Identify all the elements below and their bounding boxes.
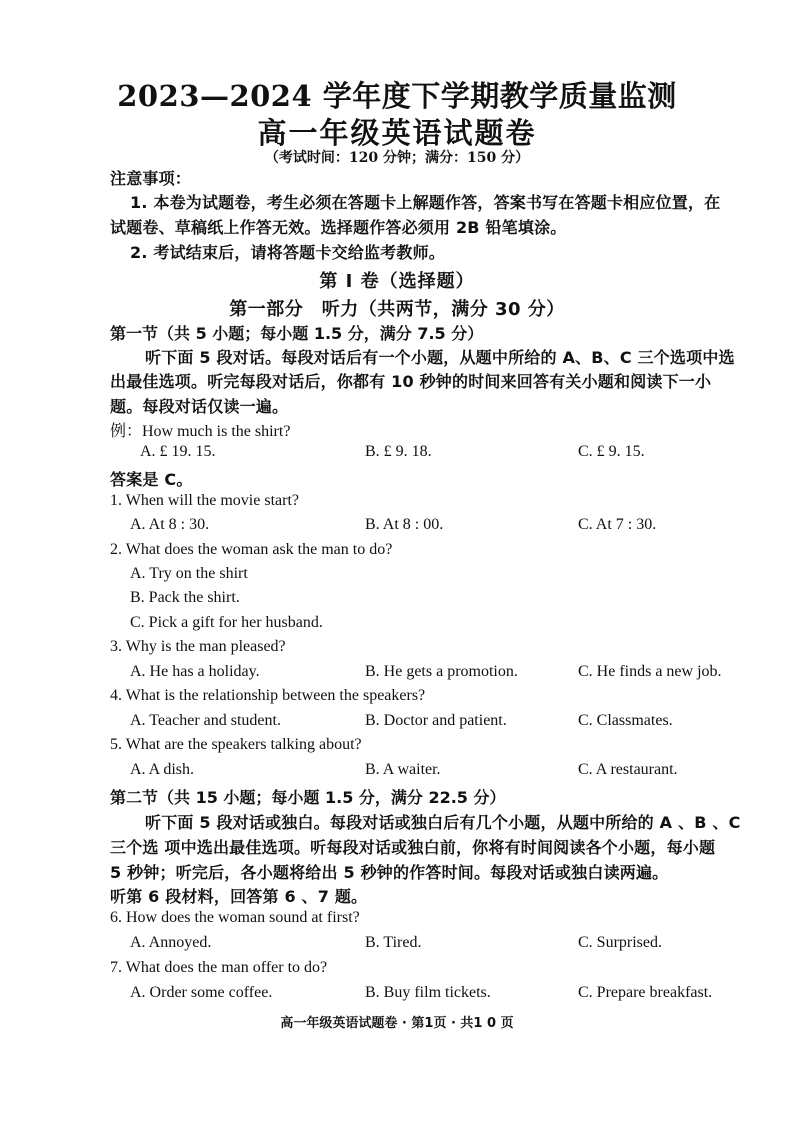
q7-option-c: C. Prepare breakfast. [578,984,713,1001]
q3-option-c: C. He finds a new job. [578,663,722,680]
q5-option-c: C. A restaurant. [578,761,678,778]
q5-option-a: A. A dish. [130,761,195,778]
volume-heading: 第 Ⅰ 卷（选择题） [319,271,475,292]
section1-instruction-1: 听下面 5 段对话。每段对话后有一个小题，从题中所给的 A、B、C 三个选项中选 [145,348,735,367]
notice-heading: 注意事项： [110,169,192,188]
section1-instruction-3: 题。每段对话仅读一遍。 [110,397,289,416]
q6-option-b: B. Tired. [365,934,422,951]
q1-option-b: B. At 8 : 00. [365,516,444,533]
section2-instruction-2: 三个选 项中选出最佳选项。听每段对话或独白前，你将有时间阅读各个小题，每小题 [110,838,716,857]
q6-option-c: C. Surprised. [578,934,662,951]
section1-heading: 第一节（共 5 小题；每小题 1.5 分，满分 7.5 分） [110,324,484,343]
notice-line-2: 试题卷、草稿纸上作答无效。选择题作答必须用 2B 铅笔填涂。 [110,218,567,237]
q7-option-b: B. Buy film tickets. [365,984,491,1001]
part-heading: 第一部分 听力（共两节，满分 30 分） [229,299,565,320]
question-2: 2. What does the woman ask the man to do? [110,541,393,558]
question-5: 5. What are the speakers talking about? [110,736,362,753]
q3-option-a: A. He has a holiday. [130,663,260,680]
section2-instruction-1: 听下面 5 段对话或独白。每段对话或独白后有几个小题，从题中所给的 A 、B 、C [145,813,741,832]
q2-option-b: B. Pack the shirt. [130,589,240,606]
q2-option-a: A. Try on the shirt [130,565,248,582]
exam-title-line2: 高一年级英语试题卷 [257,116,537,150]
q1-option-a: A. At 8 : 30. [130,516,210,533]
section2-instruction-3: 5 秒钟；听完后，各小题将给出 5 秒钟的作答时间。每段对话或独白读两遍。 [110,863,669,882]
q1-option-c: C. At 7 : 30. [578,516,657,533]
q6-option-a: A. Annoyed. [130,934,212,951]
exam-time-and-score: （考试时间：120 分钟；满分：150 分） [264,150,530,166]
q4-option-b: B. Doctor and patient. [365,712,507,729]
q4-option-c: C. Classmates. [578,712,673,729]
question-6: 6. How does the woman sound at first? [110,909,360,926]
question-3: 3. Why is the man pleased? [110,638,286,655]
example-option-c: C. £ 9. 15. [578,443,645,460]
notice-line-3: 2. 考试结束后，请将答题卡交给监考教师。 [130,243,445,262]
section2-heading: 第二节（共 15 小题；每小题 1.5 分，满分 22.5 分） [110,788,506,807]
q3-option-b: B. He gets a promotion. [365,663,518,680]
exam-title-line1: 2023—2024 学年度下学期教学质量监测 [117,79,677,113]
question-4: 4. What is the relationship between the speakers? [110,687,426,704]
q2-option-c: C. Pick a gift for her husband. [130,614,323,631]
section1-instruction-2: 出最佳选项。听完每段对话后，你都有 10 秒钟的时间来回答有关小题和阅读下一小 [110,372,712,391]
example-answer: 答案是 C。 [110,470,193,489]
question-1: 1. When will the movie start? [110,492,299,509]
page-footer: 高一年级英语试题卷 · 第1页 · 共1 0 页 [280,1016,514,1031]
example-question: 例：How much is the shirt? [110,423,291,440]
q5-option-b: B. A waiter. [365,761,441,778]
q7-option-a: A. Order some coffee. [130,984,273,1001]
notice-line-1: 1. 本卷为试题卷，考生必须在答题卡上解题作答，答案书写在答题卡相应位置，在 [130,193,721,212]
section2-instruction-4: 听第 6 段材料，回答第 6 、7 题。 [110,887,368,906]
question-7: 7. What does the man offer to do? [110,959,328,976]
example-option-b: B. £ 9. 18. [365,443,432,460]
example-option-a: A. £ 19. 15. [140,443,216,460]
q4-option-a: A. Teacher and student. [130,712,281,729]
